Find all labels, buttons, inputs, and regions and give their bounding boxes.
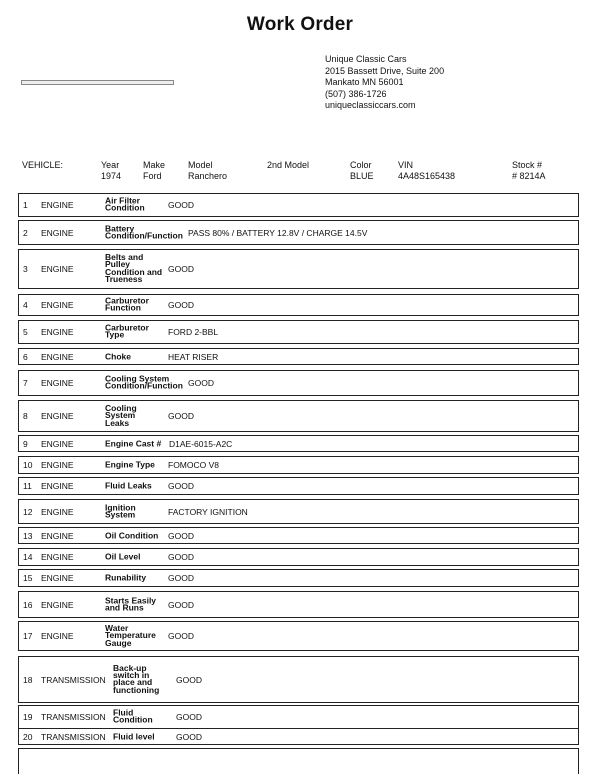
row-category: ENGINE bbox=[41, 227, 74, 238]
row-value: GOOD bbox=[168, 200, 194, 210]
row-value: D1AE-6015-A2C bbox=[169, 438, 233, 449]
vehicle-make bbox=[143, 160, 165, 182]
row-number: 14 bbox=[23, 552, 33, 562]
vehicle-make-value: Ford bbox=[143, 171, 162, 181]
row-item: Runability bbox=[105, 572, 147, 583]
row-item: Oil Condition bbox=[105, 529, 159, 540]
row-value: GOOD bbox=[168, 481, 194, 491]
vehicle-stock bbox=[512, 160, 546, 182]
row-category: ENGINE bbox=[41, 530, 74, 541]
table-row bbox=[18, 456, 579, 474]
row-number: 7 bbox=[23, 378, 28, 388]
row-category: ENGINE bbox=[41, 264, 74, 274]
logo-placeholder bbox=[21, 80, 174, 85]
row-item: Cooling System Condition/Function bbox=[105, 373, 183, 391]
vehicle-model bbox=[188, 160, 227, 182]
vehicle-model-value: Ranchero bbox=[188, 171, 228, 181]
row-value: HEAT RISER bbox=[168, 351, 219, 362]
row-item: Carburetor Function bbox=[105, 295, 149, 313]
company-address-line1: 2015 Bassett Drive, Suite 200 bbox=[325, 65, 445, 76]
table-row bbox=[18, 193, 579, 217]
row-item: Ignition System bbox=[105, 502, 136, 520]
row-category: ENGINE bbox=[41, 438, 74, 449]
row-number: 12 bbox=[23, 506, 33, 517]
vehicle-stock-label: Stock # bbox=[512, 160, 543, 170]
row-number: 20 bbox=[23, 731, 33, 742]
row-category: ENGINE bbox=[41, 599, 74, 610]
vehicle-vin-label: VIN bbox=[398, 160, 414, 170]
company-address-line2: Mankato MN 56001 bbox=[325, 77, 404, 88]
row-category: ENGINE bbox=[41, 460, 74, 470]
table-row bbox=[18, 527, 579, 544]
row-category: ENGINE bbox=[41, 378, 74, 388]
company-website[interactable]: uniqueclassiccars.com bbox=[325, 100, 416, 111]
row-item: Fluid level bbox=[113, 730, 155, 741]
row-value: GOOD bbox=[176, 731, 202, 742]
row-item: Cooling System Leaks bbox=[105, 402, 137, 428]
table-row bbox=[18, 748, 579, 774]
table-row bbox=[18, 477, 579, 495]
row-item: Oil Level bbox=[105, 551, 141, 562]
row-number: 3 bbox=[23, 264, 28, 274]
page-title: Work Order bbox=[246, 14, 354, 35]
row-value: GOOD bbox=[188, 378, 214, 388]
table-row bbox=[18, 705, 579, 729]
vehicle-stock-value: # 8214A bbox=[512, 171, 546, 181]
row-category: ENGINE bbox=[41, 327, 74, 337]
row-item: Fluid Condition bbox=[113, 707, 153, 725]
row-number: 13 bbox=[23, 530, 33, 541]
vehicle-year-label: Year bbox=[101, 160, 120, 170]
vehicle-year bbox=[101, 160, 121, 182]
table-row bbox=[18, 294, 579, 316]
row-item: Starts Easily and Runs bbox=[105, 595, 157, 613]
row-number: 15 bbox=[23, 573, 33, 583]
row-number: 18 bbox=[23, 674, 33, 685]
table-row bbox=[18, 249, 579, 289]
row-value: FACTORY IGNITION bbox=[168, 506, 248, 517]
row-number: 16 bbox=[23, 599, 33, 610]
row-category: TRANSMISSION bbox=[41, 674, 106, 685]
vehicle-color-label: Color bbox=[350, 160, 372, 170]
row-value: GOOD bbox=[176, 712, 202, 722]
vehicle-2nd-model bbox=[267, 160, 309, 171]
row-number: 8 bbox=[23, 411, 28, 421]
row-value: GOOD bbox=[168, 264, 194, 274]
row-item: Carburetor Type bbox=[105, 322, 149, 340]
vehicle-label: VEHICLE: bbox=[22, 160, 64, 170]
vehicle-2nd-model-label: 2nd Model bbox=[267, 160, 310, 170]
row-value: FOMOCO V8 bbox=[168, 460, 220, 470]
row-item: Engine Cast # bbox=[105, 437, 162, 448]
table-row bbox=[18, 348, 579, 365]
row-item: Back-up switch in place and functioning bbox=[113, 662, 160, 695]
table-row bbox=[18, 728, 579, 745]
row-number: 5 bbox=[23, 327, 28, 337]
vehicle-vin bbox=[398, 160, 455, 182]
row-item: Battery Condition/Function bbox=[105, 223, 183, 241]
vehicle-vin-value: 4A48S165438 bbox=[398, 171, 456, 181]
row-category: ENGINE bbox=[41, 506, 74, 517]
row-category: ENGINE bbox=[41, 411, 74, 421]
table-row bbox=[18, 370, 579, 396]
table-row bbox=[18, 621, 579, 651]
table-row bbox=[18, 656, 579, 703]
row-value: FORD 2-BBL bbox=[168, 327, 219, 337]
row-number: 19 bbox=[23, 712, 33, 722]
row-category: ENGINE bbox=[41, 573, 74, 583]
table-row bbox=[18, 499, 579, 524]
table-row bbox=[18, 320, 579, 344]
table-row bbox=[18, 591, 579, 618]
row-value: GOOD bbox=[168, 573, 194, 583]
row-number: 4 bbox=[23, 300, 28, 310]
table-row bbox=[18, 569, 579, 587]
table-row bbox=[18, 220, 579, 245]
row-category: ENGINE bbox=[41, 481, 74, 491]
row-value: GOOD bbox=[168, 300, 194, 310]
row-item: Air Filter Condition bbox=[105, 195, 145, 213]
row-number: 2 bbox=[23, 227, 28, 238]
vehicle-make-label: Make bbox=[143, 160, 166, 170]
company-phone: (507) 386-1726 bbox=[325, 88, 387, 99]
row-value: GOOD bbox=[168, 411, 194, 421]
row-value: PASS 80% / BATTERY 12.8V / CHARGE 14.5V bbox=[188, 227, 368, 238]
row-value: GOOD bbox=[168, 631, 194, 641]
row-category: ENGINE bbox=[41, 631, 74, 641]
row-number: 10 bbox=[23, 460, 33, 470]
vehicle-color bbox=[350, 160, 374, 182]
row-value: GOOD bbox=[168, 530, 194, 541]
company-address bbox=[325, 54, 444, 112]
row-item: Water Temperature Gauge bbox=[105, 622, 156, 648]
table-row bbox=[18, 548, 579, 566]
row-number: 6 bbox=[23, 351, 28, 362]
row-number: 1 bbox=[23, 200, 28, 210]
row-category: ENGINE bbox=[41, 351, 74, 362]
row-item: Fluid Leaks bbox=[105, 480, 152, 491]
row-item: Engine Type bbox=[105, 459, 155, 470]
vehicle-year-value: 1974 bbox=[101, 171, 122, 181]
row-number: 9 bbox=[23, 438, 28, 449]
row-number: 17 bbox=[23, 631, 33, 641]
row-value: GOOD bbox=[168, 599, 194, 610]
row-category: ENGINE bbox=[41, 300, 74, 310]
row-value: GOOD bbox=[176, 674, 202, 685]
row-value: GOOD bbox=[168, 552, 194, 562]
row-item: Belts and Pulley Condition and Trueness bbox=[105, 252, 163, 285]
table-row bbox=[18, 435, 579, 452]
row-category: TRANSMISSION bbox=[41, 712, 106, 722]
vehicle-color-value: BLUE bbox=[350, 171, 374, 181]
row-category: TRANSMISSION bbox=[41, 731, 106, 742]
vehicle-model-label: Model bbox=[188, 160, 213, 170]
row-category: ENGINE bbox=[41, 552, 74, 562]
row-number: 11 bbox=[23, 481, 32, 491]
table-row bbox=[18, 400, 579, 432]
row-item: Choke bbox=[105, 350, 131, 361]
row-category: ENGINE bbox=[41, 200, 74, 210]
company-name: Unique Classic Cars bbox=[325, 54, 407, 64]
